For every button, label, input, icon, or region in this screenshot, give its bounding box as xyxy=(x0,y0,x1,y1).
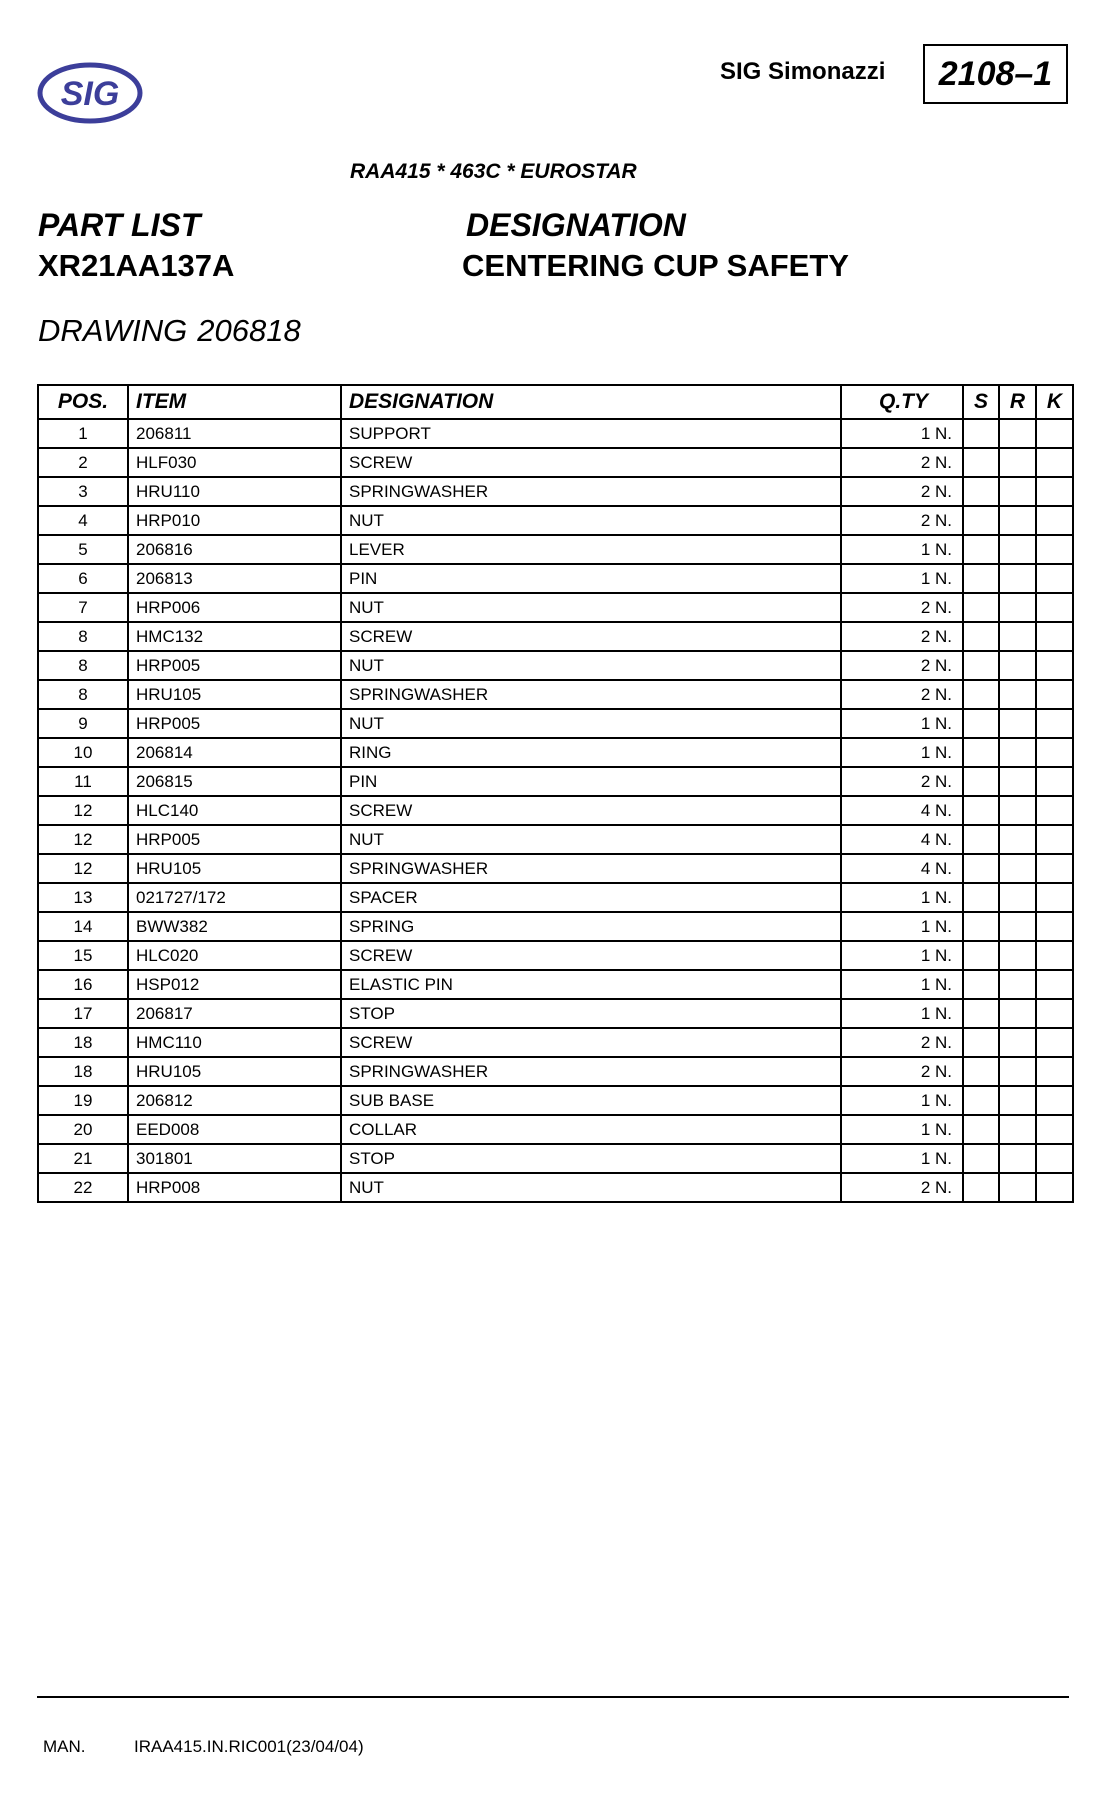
cell-qty: 2 N. xyxy=(841,651,963,680)
cell-k xyxy=(1036,593,1073,622)
cell-s xyxy=(963,506,999,535)
cell-qty: 2 N. xyxy=(841,622,963,651)
cell-s xyxy=(963,796,999,825)
cell-pos: 15 xyxy=(38,941,128,970)
table-row xyxy=(38,1057,1073,1086)
cell-designation: SCREW xyxy=(341,622,841,651)
cell-qty: 2 N. xyxy=(841,448,963,477)
drawing-number: 206818 xyxy=(197,313,301,348)
cell-designation: SUPPORT xyxy=(341,419,841,448)
cell-item: HRP005 xyxy=(128,709,341,738)
cell-item: BWW382 xyxy=(128,912,341,941)
cell-designation: STOP xyxy=(341,999,841,1028)
cell-qty: 1 N. xyxy=(841,1115,963,1144)
cell-pos: 14 xyxy=(38,912,128,941)
column-header-k: K xyxy=(1036,385,1073,419)
cell-k xyxy=(1036,419,1073,448)
cell-pos: 3 xyxy=(38,477,128,506)
cell-s xyxy=(963,1086,999,1115)
cell-pos: 22 xyxy=(38,1173,128,1202)
cell-k xyxy=(1036,912,1073,941)
cell-qty: 1 N. xyxy=(841,419,963,448)
table-row xyxy=(38,738,1073,767)
cell-qty: 2 N. xyxy=(841,477,963,506)
cell-item: 301801 xyxy=(128,1144,341,1173)
cell-qty: 1 N. xyxy=(841,1144,963,1173)
cell-k xyxy=(1036,651,1073,680)
table-row xyxy=(38,622,1073,651)
table-row xyxy=(38,854,1073,883)
cell-item: HRU110 xyxy=(128,477,341,506)
table-row xyxy=(38,1144,1073,1173)
cell-k xyxy=(1036,709,1073,738)
table-row xyxy=(38,477,1073,506)
table-row xyxy=(38,883,1073,912)
cell-s xyxy=(963,1173,999,1202)
table-row xyxy=(38,912,1073,941)
cell-pos: 7 xyxy=(38,593,128,622)
cell-pos: 5 xyxy=(38,535,128,564)
table-row xyxy=(38,1115,1073,1144)
footer-divider xyxy=(37,1696,1069,1698)
cell-k xyxy=(1036,448,1073,477)
cell-qty: 2 N. xyxy=(841,1173,963,1202)
cell-r xyxy=(999,912,1036,941)
table-row xyxy=(38,535,1073,564)
cell-qty: 4 N. xyxy=(841,796,963,825)
cell-item: 206816 xyxy=(128,535,341,564)
cell-pos: 12 xyxy=(38,796,128,825)
cell-designation: SPRINGWASHER xyxy=(341,680,841,709)
cell-r xyxy=(999,1057,1036,1086)
company-name: SIG Simonazzi xyxy=(720,58,886,85)
cell-r xyxy=(999,709,1036,738)
cell-qty: 1 N. xyxy=(841,883,963,912)
cell-qty: 1 N. xyxy=(841,941,963,970)
cell-item: 206812 xyxy=(128,1086,341,1115)
cell-r xyxy=(999,506,1036,535)
cell-r xyxy=(999,883,1036,912)
table-row xyxy=(38,767,1073,796)
cell-r xyxy=(999,1028,1036,1057)
cell-pos: 6 xyxy=(38,564,128,593)
cell-k xyxy=(1036,970,1073,999)
cell-item: 206817 xyxy=(128,999,341,1028)
table-row xyxy=(38,680,1073,709)
cell-pos: 12 xyxy=(38,825,128,854)
cell-designation: RING xyxy=(341,738,841,767)
cell-k xyxy=(1036,1115,1073,1144)
cell-qty: 4 N. xyxy=(841,854,963,883)
table-row xyxy=(38,1028,1073,1057)
cell-k xyxy=(1036,564,1073,593)
cell-designation: PIN xyxy=(341,767,841,796)
cell-pos: 8 xyxy=(38,680,128,709)
cell-qty: 1 N. xyxy=(841,970,963,999)
cell-r xyxy=(999,419,1036,448)
cell-s xyxy=(963,1144,999,1173)
footer-label: MAN. xyxy=(43,1737,86,1756)
logo-text: SIG xyxy=(60,75,120,113)
cell-r xyxy=(999,448,1036,477)
drawing-reference xyxy=(38,313,301,349)
cell-qty: 1 N. xyxy=(841,1086,963,1115)
cell-s xyxy=(963,448,999,477)
cell-pos: 8 xyxy=(38,651,128,680)
table-row xyxy=(38,999,1073,1028)
cell-k xyxy=(1036,738,1073,767)
cell-designation: NUT xyxy=(341,506,841,535)
cell-s xyxy=(963,999,999,1028)
cell-item: HRP010 xyxy=(128,506,341,535)
designation-value: CENTERING CUP SAFETY xyxy=(462,248,849,283)
cell-item: HRP006 xyxy=(128,593,341,622)
cell-k xyxy=(1036,883,1073,912)
drawing-label: DRAWING xyxy=(38,313,188,348)
cell-s xyxy=(963,941,999,970)
cell-k xyxy=(1036,767,1073,796)
designation-label: DESIGNATION xyxy=(466,207,686,243)
cell-item: HRU105 xyxy=(128,680,341,709)
cell-pos: 20 xyxy=(38,1115,128,1144)
cell-s xyxy=(963,883,999,912)
cell-r xyxy=(999,622,1036,651)
cell-designation: NUT xyxy=(341,825,841,854)
cell-r xyxy=(999,477,1036,506)
table-row xyxy=(38,709,1073,738)
cell-r xyxy=(999,767,1036,796)
cell-designation: SCREW xyxy=(341,448,841,477)
cell-designation: NUT xyxy=(341,593,841,622)
cell-r xyxy=(999,738,1036,767)
cell-k xyxy=(1036,999,1073,1028)
cell-s xyxy=(963,680,999,709)
cell-item: 021727/172 xyxy=(128,883,341,912)
table-body xyxy=(38,419,1073,1202)
table-row xyxy=(38,796,1073,825)
table-row xyxy=(38,941,1073,970)
cell-item: HRP005 xyxy=(128,825,341,854)
cell-k xyxy=(1036,1144,1073,1173)
column-header-qty: Q.TY xyxy=(841,385,963,419)
cell-s xyxy=(963,651,999,680)
cell-s xyxy=(963,564,999,593)
cell-qty: 2 N. xyxy=(841,593,963,622)
cell-pos: 4 xyxy=(38,506,128,535)
cell-r xyxy=(999,941,1036,970)
cell-s xyxy=(963,825,999,854)
cell-pos: 2 xyxy=(38,448,128,477)
column-header-r: R xyxy=(999,385,1036,419)
cell-r xyxy=(999,854,1036,883)
cell-item: HLF030 xyxy=(128,448,341,477)
cell-item: HRU105 xyxy=(128,1057,341,1086)
cell-r xyxy=(999,680,1036,709)
cell-s xyxy=(963,738,999,767)
cell-s xyxy=(963,622,999,651)
table-row xyxy=(38,970,1073,999)
cell-s xyxy=(963,970,999,999)
cell-k xyxy=(1036,1173,1073,1202)
cell-designation: COLLAR xyxy=(341,1115,841,1144)
cell-qty: 2 N. xyxy=(841,767,963,796)
table-row xyxy=(38,651,1073,680)
cell-pos: 18 xyxy=(38,1028,128,1057)
cell-pos: 1 xyxy=(38,419,128,448)
cell-item: HRU105 xyxy=(128,854,341,883)
cell-qty: 1 N. xyxy=(841,912,963,941)
cell-k xyxy=(1036,1057,1073,1086)
column-header-item: ITEM xyxy=(128,385,341,419)
cell-item: 206811 xyxy=(128,419,341,448)
cell-s xyxy=(963,912,999,941)
machine-model: RAA415 * 463C * EUROSTAR xyxy=(350,160,637,183)
cell-item: 206813 xyxy=(128,564,341,593)
cell-r xyxy=(999,999,1036,1028)
page-number: 2108–1 xyxy=(923,44,1068,104)
cell-k xyxy=(1036,535,1073,564)
cell-item: 206814 xyxy=(128,738,341,767)
cell-r xyxy=(999,564,1036,593)
cell-qty: 2 N. xyxy=(841,680,963,709)
cell-pos: 11 xyxy=(38,767,128,796)
cell-s xyxy=(963,854,999,883)
column-header-s: S xyxy=(963,385,999,419)
cell-item: HLC020 xyxy=(128,941,341,970)
table-row xyxy=(38,593,1073,622)
table-row xyxy=(38,506,1073,535)
table-row xyxy=(38,448,1073,477)
part-list-code: XR21AA137A xyxy=(38,248,235,283)
cell-qty: 1 N. xyxy=(841,564,963,593)
cell-s xyxy=(963,1028,999,1057)
cell-item: HRP005 xyxy=(128,651,341,680)
cell-r xyxy=(999,970,1036,999)
cell-qty: 4 N. xyxy=(841,825,963,854)
cell-k xyxy=(1036,825,1073,854)
cell-item: HMC110 xyxy=(128,1028,341,1057)
cell-designation: SPRINGWASHER xyxy=(341,854,841,883)
cell-pos: 19 xyxy=(38,1086,128,1115)
cell-designation: SPRING xyxy=(341,912,841,941)
cell-s xyxy=(963,593,999,622)
cell-item: EED008 xyxy=(128,1115,341,1144)
part-list-label: PART LIST xyxy=(38,207,201,243)
cell-designation: ELASTIC PIN xyxy=(341,970,841,999)
cell-s xyxy=(963,1057,999,1086)
cell-r xyxy=(999,1144,1036,1173)
cell-k xyxy=(1036,1028,1073,1057)
table-header-row xyxy=(38,385,1073,419)
cell-s xyxy=(963,1115,999,1144)
cell-designation: SPRINGWASHER xyxy=(341,1057,841,1086)
cell-designation: SCREW xyxy=(341,796,841,825)
cell-pos: 10 xyxy=(38,738,128,767)
table-row xyxy=(38,825,1073,854)
cell-r xyxy=(999,796,1036,825)
cell-k xyxy=(1036,1086,1073,1115)
cell-qty: 1 N. xyxy=(841,535,963,564)
column-header-pos: POS. xyxy=(38,385,128,419)
cell-pos: 16 xyxy=(38,970,128,999)
cell-designation: NUT xyxy=(341,1173,841,1202)
cell-item: HSP012 xyxy=(128,970,341,999)
cell-r xyxy=(999,825,1036,854)
cell-s xyxy=(963,535,999,564)
cell-designation: NUT xyxy=(341,651,841,680)
cell-pos: 12 xyxy=(38,854,128,883)
table-row xyxy=(38,1173,1073,1202)
table-row xyxy=(38,419,1073,448)
cell-s xyxy=(963,419,999,448)
cell-k xyxy=(1036,622,1073,651)
cell-r xyxy=(999,1173,1036,1202)
sig-logo xyxy=(37,60,143,126)
cell-k xyxy=(1036,796,1073,825)
cell-designation: SCREW xyxy=(341,1028,841,1057)
cell-item: HMC132 xyxy=(128,622,341,651)
cell-designation: SPACER xyxy=(341,883,841,912)
table-row xyxy=(38,1086,1073,1115)
column-header-designation: DESIGNATION xyxy=(341,385,841,419)
cell-k xyxy=(1036,506,1073,535)
cell-designation: PIN xyxy=(341,564,841,593)
cell-qty: 2 N. xyxy=(841,1028,963,1057)
cell-qty: 1 N. xyxy=(841,709,963,738)
cell-pos: 13 xyxy=(38,883,128,912)
cell-designation: SCREW xyxy=(341,941,841,970)
cell-pos: 9 xyxy=(38,709,128,738)
cell-pos: 17 xyxy=(38,999,128,1028)
cell-s xyxy=(963,477,999,506)
cell-r xyxy=(999,593,1036,622)
cell-designation: STOP xyxy=(341,1144,841,1173)
cell-item: 206815 xyxy=(128,767,341,796)
cell-qty: 2 N. xyxy=(841,506,963,535)
cell-pos: 21 xyxy=(38,1144,128,1173)
parts-table xyxy=(37,384,1074,1203)
footer-reference: IRAA415.IN.RIC001(23/04/04) xyxy=(134,1737,364,1756)
cell-k xyxy=(1036,477,1073,506)
table-row xyxy=(38,564,1073,593)
cell-k xyxy=(1036,680,1073,709)
cell-r xyxy=(999,1115,1036,1144)
cell-item: HRP008 xyxy=(128,1173,341,1202)
cell-s xyxy=(963,709,999,738)
cell-designation: LEVER xyxy=(341,535,841,564)
cell-pos: 8 xyxy=(38,622,128,651)
cell-item: HLC140 xyxy=(128,796,341,825)
cell-qty: 2 N. xyxy=(841,1057,963,1086)
cell-designation: SPRINGWASHER xyxy=(341,477,841,506)
cell-k xyxy=(1036,854,1073,883)
cell-designation: SUB BASE xyxy=(341,1086,841,1115)
cell-r xyxy=(999,1086,1036,1115)
cell-pos: 18 xyxy=(38,1057,128,1086)
cell-k xyxy=(1036,941,1073,970)
cell-designation: NUT xyxy=(341,709,841,738)
cell-qty: 1 N. xyxy=(841,999,963,1028)
cell-r xyxy=(999,535,1036,564)
cell-r xyxy=(999,651,1036,680)
cell-qty: 1 N. xyxy=(841,738,963,767)
cell-s xyxy=(963,767,999,796)
